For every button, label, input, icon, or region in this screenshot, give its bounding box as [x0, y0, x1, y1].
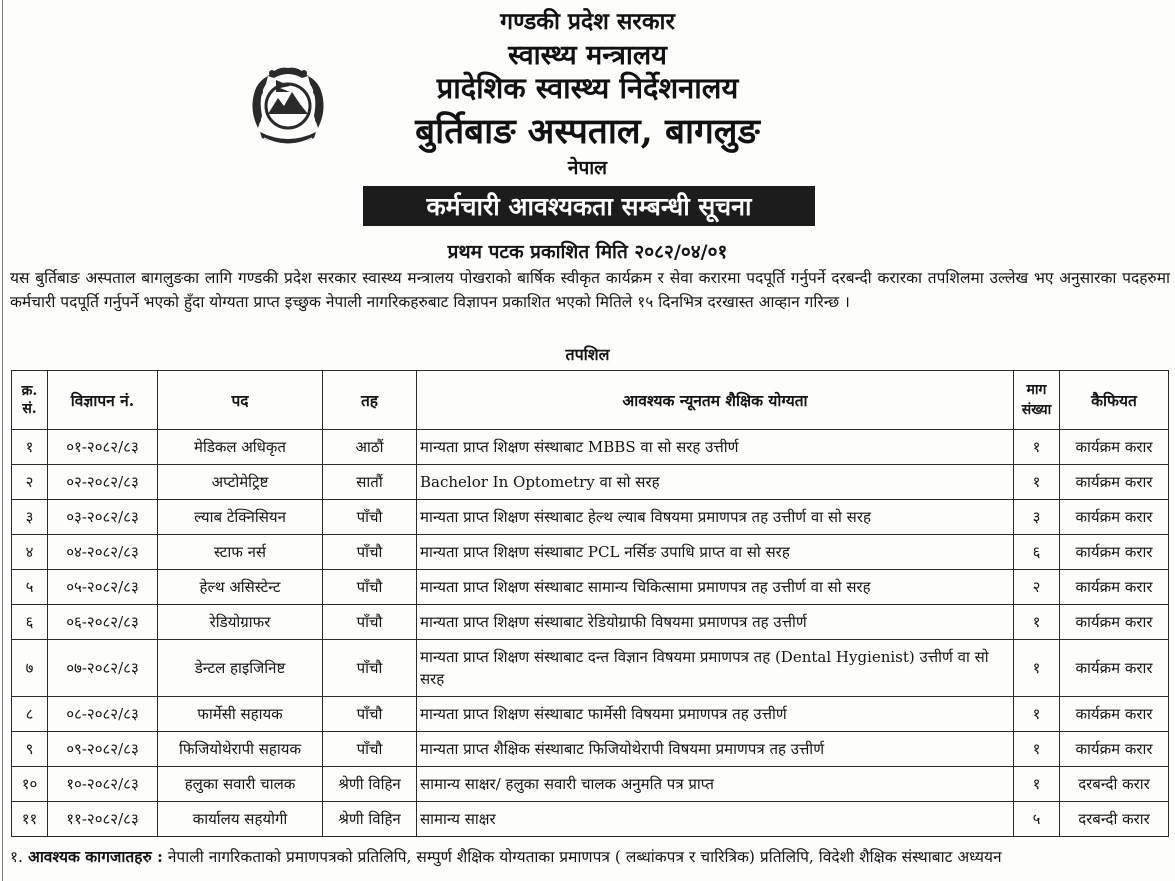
cell-ad-no: ०७-२०८२/८३ [48, 640, 158, 697]
cell-qualification: मान्यता प्राप्त शिक्षण संस्थाबाट PCL नर्सिङ उपाधि प्राप्त वा सो सरह [417, 535, 1014, 570]
cell-demand: १ [1014, 640, 1060, 697]
vacancy-table [11, 370, 1169, 837]
cell-sn: १ [12, 430, 48, 465]
cell-post: हेल्थ असिस्टेन्ट [158, 570, 323, 605]
table-row [12, 697, 1169, 732]
cell-sn: ९ [12, 732, 48, 767]
cell-post: फिजियोथेरापी सहायक [158, 732, 323, 767]
table-body [12, 430, 1169, 837]
cell-level: पाँचौ [323, 697, 417, 732]
cell-demand: ३ [1014, 500, 1060, 535]
cell-ad-no: ११-२०८२/८३ [48, 802, 158, 837]
cell-remarks: कार्यक्रम करार [1060, 570, 1169, 605]
cell-ad-no: ०८-२०८२/८३ [48, 697, 158, 732]
cell-qualification: मान्यता प्राप्त शैक्षिक संस्थाबाट फिजियोथेरापी विषयमा प्रमाणपत्र तह उत्तीर्ण [417, 732, 1014, 767]
cell-level: श्रेणी विहिन [323, 802, 417, 837]
cell-remarks: कार्यक्रम करार [1060, 697, 1169, 732]
cell-demand: १ [1014, 465, 1060, 500]
cell-level: पाँचौ [323, 570, 417, 605]
table-row [12, 570, 1169, 605]
table-row [12, 640, 1169, 697]
cell-ad-no: १०-२०८२/८३ [48, 767, 158, 802]
cell-ad-no: ०६-२०८२/८३ [48, 605, 158, 640]
notice-title-banner: कर्मचारी आवश्यकता सम्बन्धी सूचना [363, 186, 815, 226]
header-government: गण्डकी प्रदेश सरकार [500, 8, 675, 35]
cell-ad-no: ०९-२०८२/८३ [48, 732, 158, 767]
header-ad-no: विज्ञापन नं. [48, 371, 158, 430]
cell-sn: २ [12, 465, 48, 500]
table-caption: तपशिल [565, 345, 610, 364]
intro-paragraph: यस बुर्तिबाङ अस्पताल बागलुङका लागि गण्डकी प्रदेश सरकार स्वास्थ्य मन्त्रालय पोखराको बार्षिक स्वीकृत कार्यक्रम र सेवा करारमा पदपूर्ति गर्नुपर्ने दरबन्दी करारका तपशिलमा उल्लेख भए अनुसारका पदहरुमा कर्मचारी पदपूर्ति गर्नुपर्ने भएको हुँदा योग्यता प्राप्त इच्छुक नेपाली नागरिकहरुबाट विज्ञापन प्रकाशित भएको मितिले १५ दिनभित्र दरखास्त आव्हान गरिन्छ । [10, 269, 1170, 311]
cell-qualification: मान्यता प्राप्त शिक्षण संस्थाबाट दन्त विज्ञान विषयमा प्रमाणपत्र तह (Dental Hygienist) उत्तीर्ण वा सो सरह [417, 640, 1014, 697]
published-date: प्रथम पटक प्रकाशित मिति २०८२/०४/०१ [447, 241, 728, 263]
header-demand: माग संख्या [1014, 371, 1060, 430]
cell-sn: ८ [12, 697, 48, 732]
cell-remarks: दरबन्दी करार [1060, 767, 1169, 802]
header-remarks: कैफियत [1060, 371, 1169, 430]
cell-remarks: कार्यक्रम करार [1060, 605, 1169, 640]
table-row [12, 535, 1169, 570]
header-directorate: प्रादेशिक स्वास्थ्य निर्देशनालय [436, 71, 739, 105]
cell-remarks: कार्यक्रम करार [1060, 465, 1169, 500]
cell-post: डेन्टल हाइजिनिष्ट [158, 640, 323, 697]
header-level: तह [323, 371, 417, 430]
cell-level: आठौं [323, 430, 417, 465]
cell-level: सातौं [323, 465, 417, 500]
header-sn: क्र. सं. [12, 371, 48, 430]
cell-ad-no: ०५-२०८२/८३ [48, 570, 158, 605]
cell-post: कार्यालय सहयोगी [158, 802, 323, 837]
cell-remarks: कार्यक्रम करार [1060, 535, 1169, 570]
cell-demand: १ [1014, 430, 1060, 465]
cell-qualification: सामान्य साक्षर/ हलुका सवारी चालक अनुमति पत्र प्राप्त [417, 767, 1014, 802]
cell-sn: ४ [12, 535, 48, 570]
cell-post: हलुका सवारी चालक [158, 767, 323, 802]
table-row [12, 767, 1169, 802]
cell-post: स्टाफ नर्स [158, 535, 323, 570]
cell-qualification: मान्यता प्राप्त शिक्षण संस्थाबाट फार्मेसी विषयमा प्रमाणपत्र तह उत्तीर्ण [417, 697, 1014, 732]
cell-remarks: कार्यक्रम करार [1060, 640, 1169, 697]
cell-demand: २ [1014, 570, 1060, 605]
table-row [12, 732, 1169, 767]
cell-qualification: Bachelor In Optometry वा सो सरह [417, 465, 1014, 500]
table-row [12, 430, 1169, 465]
table-row [12, 500, 1169, 535]
cell-level: श्रेणी विहिन [323, 767, 417, 802]
table-row [12, 802, 1169, 837]
header-country: नेपाल [567, 157, 608, 179]
cell-ad-no: ०१-२०८२/८३ [48, 430, 158, 465]
cell-sn: ६ [12, 605, 48, 640]
cell-demand: ६ [1014, 535, 1060, 570]
cell-sn: ५ [12, 570, 48, 605]
cell-qualification: मान्यता प्राप्त शिक्षण संस्थाबाट हेल्थ ल्याब विषयमा प्रमाणपत्र तह उत्तीर्ण वा सो सरह [417, 500, 1014, 535]
footnote-number: १. [10, 848, 23, 866]
cell-post: मेडिकल अधिकृत [158, 430, 323, 465]
cell-demand: १ [1014, 605, 1060, 640]
cell-post: रेडियोग्राफर [158, 605, 323, 640]
footnote-documents [10, 845, 1170, 869]
cell-remarks: कार्यक्रम करार [1060, 500, 1169, 535]
cell-demand: ५ [1014, 802, 1060, 837]
cell-level: पाँचौ [323, 640, 417, 697]
cell-demand: १ [1014, 767, 1060, 802]
cell-remarks: दरबन्दी करार [1060, 802, 1169, 837]
table-row [12, 465, 1169, 500]
cell-qualification: सामान्य साक्षर [417, 802, 1014, 837]
cell-qualification: मान्यता प्राप्त शिक्षण संस्थाबाट MBBS वा सो सरह उत्तीर्ण [417, 430, 1014, 465]
cell-ad-no: ०३-२०८२/८३ [48, 500, 158, 535]
cell-remarks: कार्यक्रम करार [1060, 430, 1169, 465]
cell-qualification: मान्यता प्राप्त शिक्षण संस्थाबाट रेडियोग्राफी विषयमा प्रमाणपत्र तह उत्तीर्ण [417, 605, 1014, 640]
cell-qualification: मान्यता प्राप्त शिक्षण संस्थाबाट सामान्य चिकित्सामा प्रमाणपत्र तह उत्तीर्ण वा सो सरह [417, 570, 1014, 605]
header-post: पद [158, 371, 323, 430]
header-hospital: बुर्तिबाङ अस्पताल, बागलुङ [415, 111, 760, 152]
cell-ad-no: ०२-२०८२/८३ [48, 465, 158, 500]
cell-remarks: कार्यक्रम करार [1060, 732, 1169, 767]
cell-level: पाँचौ [323, 732, 417, 767]
cell-level: पाँचौ [323, 605, 417, 640]
cell-level: पाँचौ [323, 535, 417, 570]
cell-demand: १ [1014, 732, 1060, 767]
cell-sn: ११ [12, 802, 48, 837]
header-ministry: स्वास्थ्य मन्त्रालय [508, 40, 667, 71]
cell-post: ल्याब टेक्निसियन [158, 500, 323, 535]
cell-sn: ७ [12, 640, 48, 697]
table-row [12, 605, 1169, 640]
table-header-row [12, 371, 1169, 430]
cell-post: फार्मेसी सहायक [158, 697, 323, 732]
cell-sn: ३ [12, 500, 48, 535]
footnote-text: नेपाली नागरिकताको प्रमाणपत्रको प्रतिलिपि, सम्पुर्ण शैक्षिक योग्यताका प्रमाणपत्र ( लब्धांकपत्र र चारित्रिक) प्रतिलिपि, विदेशी शैक्षिक संस्थाबाट अध्ययन [167, 848, 1002, 866]
footnote-label: आवश्यक कागजातहरु : [27, 847, 163, 866]
cell-post: अप्टोमेट्रिष्ट [158, 465, 323, 500]
cell-level: पाँचौ [323, 500, 417, 535]
cell-ad-no: ०४-२०८२/८३ [48, 535, 158, 570]
cell-demand: १ [1014, 697, 1060, 732]
header-qualification: आवश्यक न्यूनतम शैक्षिक योग्यता [417, 371, 1014, 430]
cell-sn: १० [12, 767, 48, 802]
